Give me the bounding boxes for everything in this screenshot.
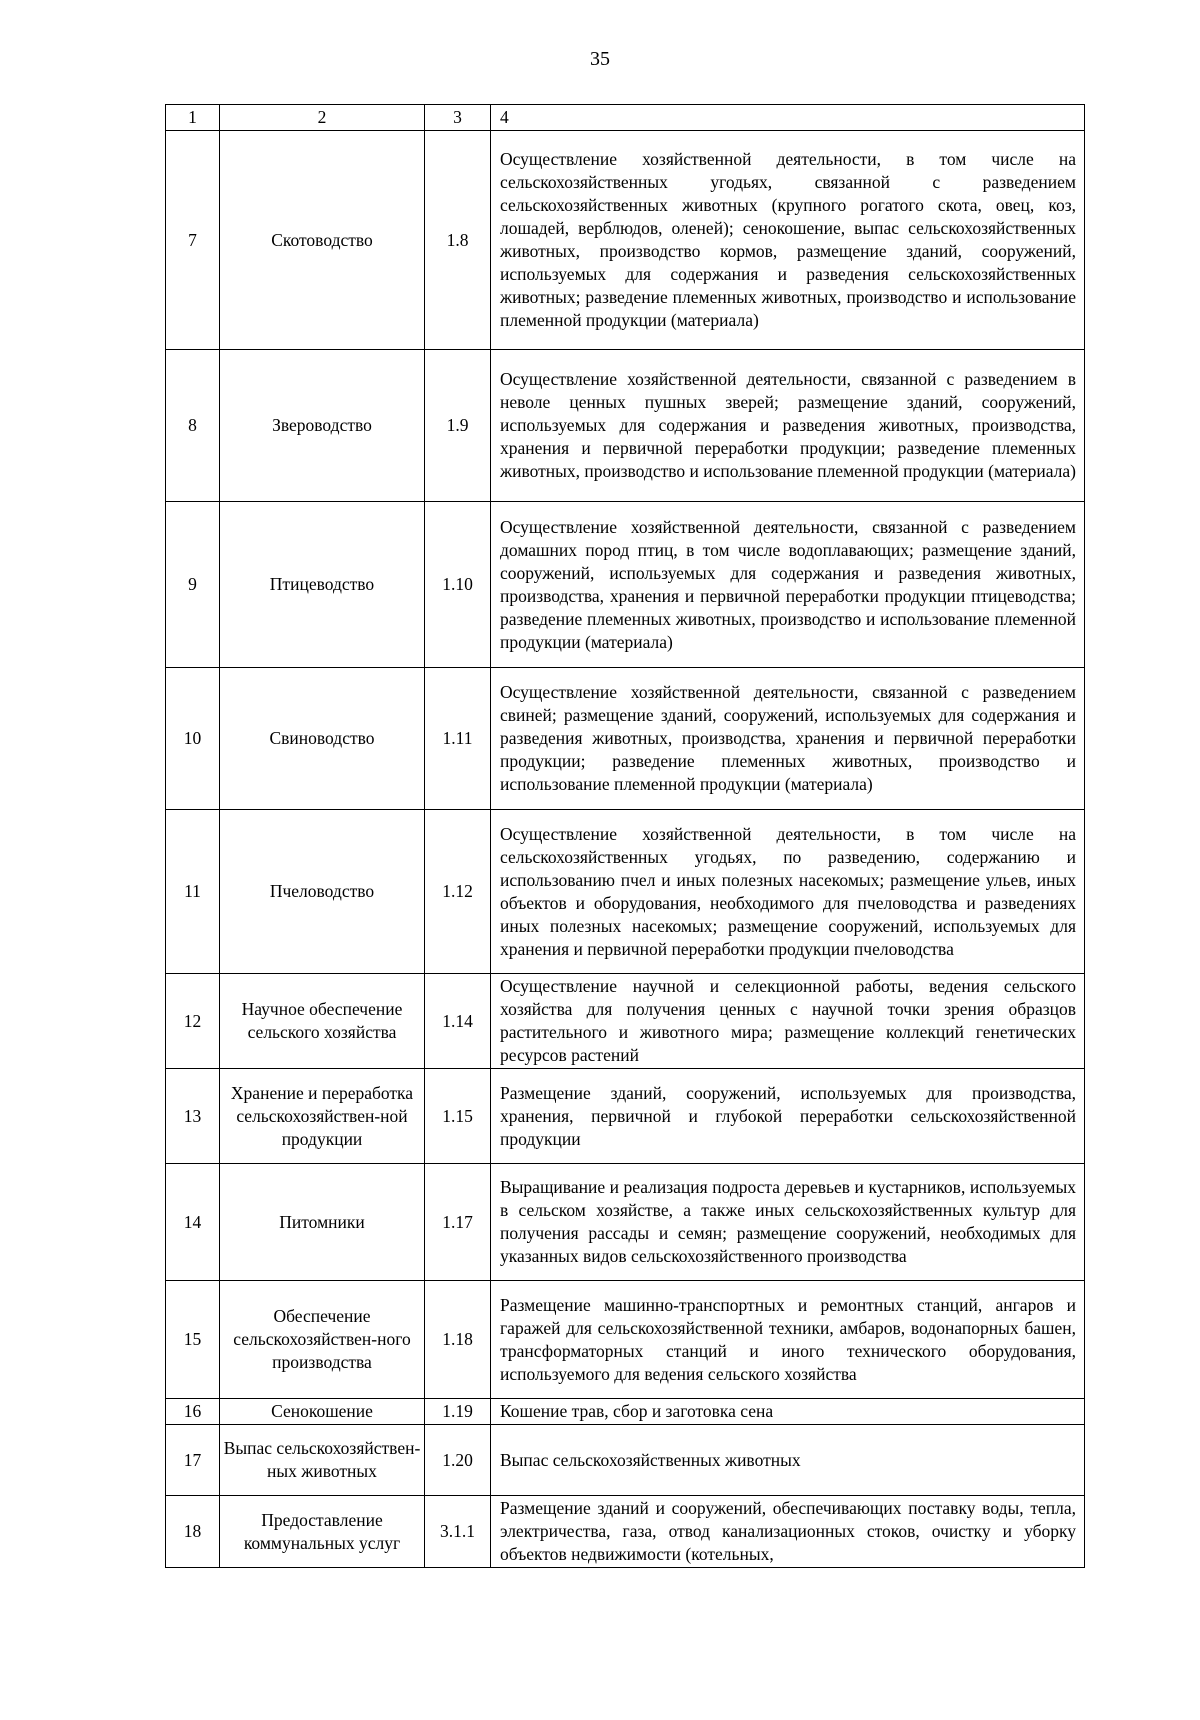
land-use-description: Размещение зданий и сооружений, обеспечивающих поставку воды, тепла, электричества, газа, отвод канализационных стоков, очистку и уборку объектов недвижимости (котельных, xyxy=(491,1496,1085,1568)
table-row xyxy=(166,1281,1085,1399)
land-use-code: 1.8 xyxy=(425,131,491,350)
row-number: 18 xyxy=(166,1496,220,1568)
row-number: 14 xyxy=(166,1164,220,1281)
land-use-name: Пчеловодство xyxy=(220,810,425,974)
land-use-description: Осуществление хозяйственной деятельности, связанной с разведением домашних пород птиц, в том числе водоплавающих; размещение зданий, сооружений, используемых для содержания и разведения животных, производства, хранения и первичной переработки продукции птицеводства; разведение племенных животных, производство и использование племенной продукции (материала) xyxy=(491,502,1085,668)
land-use-code: 1.17 xyxy=(425,1164,491,1281)
land-use-description: Осуществление хозяйственной деятельности, в том числе на сельскохозяйственных угодьях, связанной с разведением сельскохозяйственных животных (крупного рогатого скота, овец, коз, лошадей, верблюдов, оленей); сенокошение, выпас сельскохозяйственных животных, производство кормов, размещение зданий, сооружений, используемых для содержания и разведения сельскохозяйственных животных; разведение племенных животных, производство и использование племенной продукции (материала) xyxy=(491,131,1085,350)
table-header-row xyxy=(166,105,1085,131)
land-use-code: 1.18 xyxy=(425,1281,491,1399)
row-number: 16 xyxy=(166,1399,220,1425)
table-row xyxy=(166,350,1085,502)
table-row xyxy=(166,502,1085,668)
column-header-4: 4 xyxy=(491,105,1085,131)
land-use-code: 1.11 xyxy=(425,668,491,810)
table-row xyxy=(166,1425,1085,1496)
land-use-description: Осуществление хозяйственной деятельности, в том числе на сельскохозяйственных угодьях, по разведению, содержанию и использованию пчел и иных полезных насекомых; размещение ульев, иных объектов и оборудования, необходимого для пчеловодства и разведениях иных полезных насекомых; размещение сооружений, используемых для хранения и первичной переработки продукции пчеловодства xyxy=(491,810,1085,974)
row-number: 11 xyxy=(166,810,220,974)
land-use-code: 1.10 xyxy=(425,502,491,668)
land-use-name: Скотоводство xyxy=(220,131,425,350)
row-number: 7 xyxy=(166,131,220,350)
land-use-code: 1.19 xyxy=(425,1399,491,1425)
land-use-name: Научное обеспечение сельского хозяйства xyxy=(220,974,425,1069)
row-number: 12 xyxy=(166,974,220,1069)
land-use-name: Выпас сельскохозяйствен-ных животных xyxy=(220,1425,425,1496)
land-use-name: Предоставление коммунальных услуг xyxy=(220,1496,425,1568)
table-row xyxy=(166,974,1085,1069)
column-header-3: 3 xyxy=(425,105,491,131)
land-use-code: 3.1.1 xyxy=(425,1496,491,1568)
land-use-name: Хранение и переработка сельскохозяйствен-ной продукции xyxy=(220,1069,425,1164)
row-number: 17 xyxy=(166,1425,220,1496)
land-use-name: Звероводство xyxy=(220,350,425,502)
land-use-code: 1.20 xyxy=(425,1425,491,1496)
land-use-name: Питомники xyxy=(220,1164,425,1281)
table-row xyxy=(166,1069,1085,1164)
land-use-description: Выпас сельскохозяйственных животных xyxy=(491,1425,1085,1496)
land-use-description: Осуществление научной и селекционной работы, ведения сельского хозяйства для получения ценных с научной точки зрения образцов растительного и животного мира; размещение коллекций генетических ресурсов растений xyxy=(491,974,1085,1069)
land-use-description: Осуществление хозяйственной деятельности, связанной с разведением свиней; размещение зданий, сооружений, используемых для содержания и разведения животных, производства, хранения и первичной переработки продукции; разведение племенных животных, производство и использование племенной продукции (материала) xyxy=(491,668,1085,810)
row-number: 9 xyxy=(166,502,220,668)
land-use-name: Сенокошение xyxy=(220,1399,425,1425)
land-use-name: Свиноводство xyxy=(220,668,425,810)
table-row xyxy=(166,1496,1085,1568)
column-header-2: 2 xyxy=(220,105,425,131)
row-number: 8 xyxy=(166,350,220,502)
land-use-code: 1.15 xyxy=(425,1069,491,1164)
table-row xyxy=(166,1164,1085,1281)
table-row xyxy=(166,668,1085,810)
column-header-1: 1 xyxy=(166,105,220,131)
land-use-description: Осуществление хозяйственной деятельности, связанной с разведением в неволе ценных пушных зверей; размещение зданий, сооружений, используемых для содержания и разведения животных, производства, хранения и первичной переработки продукции; разведение племенных животных, производство и использование племенной продукции (материала) xyxy=(491,350,1085,502)
land-use-description: Кошение трав, сбор и заготовка сена xyxy=(491,1399,1085,1425)
table-row xyxy=(166,1399,1085,1425)
land-use-code: 1.14 xyxy=(425,974,491,1069)
land-use-name: Обеспечение сельскохозяйствен-ного производства xyxy=(220,1281,425,1399)
land-use-description: Выращивание и реализация подроста деревьев и кустарников, используемых в сельском хозяйстве, а также иных сельскохозяйственных культур для получения рассады и семян; размещение сооружений, необходимых для указанных видов сельскохозяйственного производства xyxy=(491,1164,1085,1281)
row-number: 10 xyxy=(166,668,220,810)
land-use-name: Птицеводство xyxy=(220,502,425,668)
table-row xyxy=(166,131,1085,350)
land-use-description: Размещение машинно-транспортных и ремонтных станций, ангаров и гаражей для сельскохозяйственной техники, амбаров, водонапорных башен, трансформаторных станций и иного технического оборудования, используемого для ведения сельского хозяйства xyxy=(491,1281,1085,1399)
land-use-table xyxy=(165,104,1085,1568)
table-row xyxy=(166,810,1085,974)
land-use-description: Размещение зданий, сооружений, используемых для производства, хранения, первичной и глубокой переработки сельскохозяйственной продукции xyxy=(491,1069,1085,1164)
page-number: 35 xyxy=(590,48,610,70)
row-number: 15 xyxy=(166,1281,220,1399)
land-use-code: 1.9 xyxy=(425,350,491,502)
row-number: 13 xyxy=(166,1069,220,1164)
land-use-code: 1.12 xyxy=(425,810,491,974)
